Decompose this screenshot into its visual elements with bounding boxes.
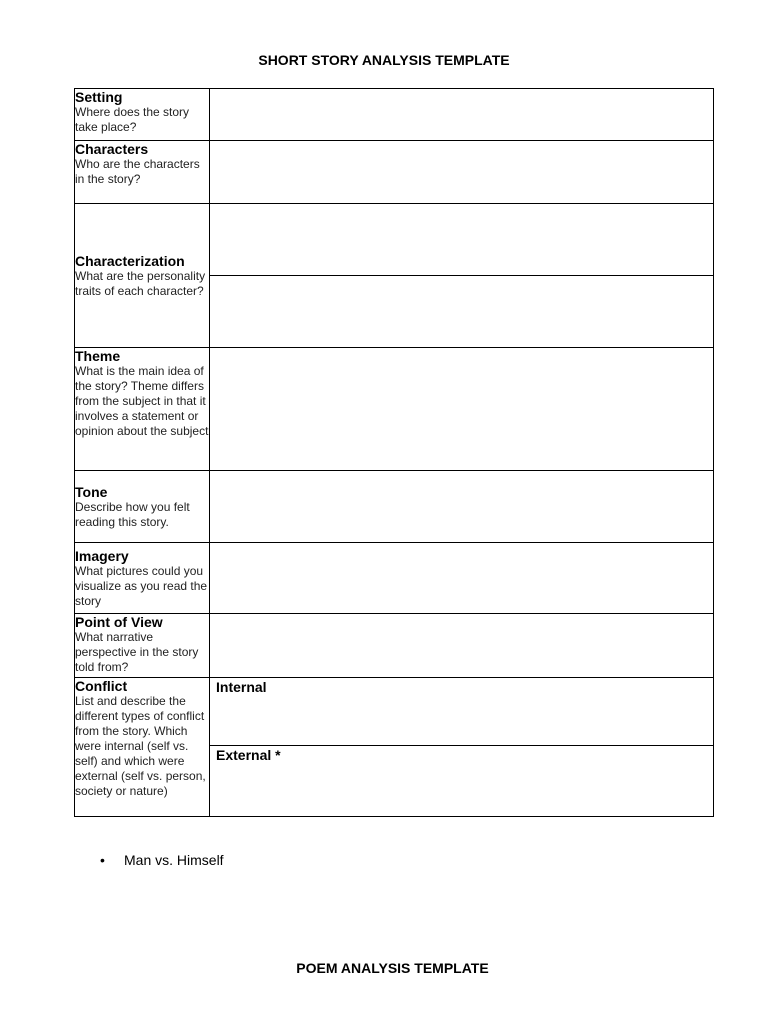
characterization-answer-cell-1[interactable] bbox=[210, 204, 714, 276]
row-label: Setting bbox=[75, 89, 123, 105]
next-section-title: POEM ANALYSIS TEMPLATE bbox=[296, 960, 489, 976]
table-row bbox=[75, 89, 714, 141]
row-label: Point of View bbox=[75, 614, 163, 630]
theme-answer-cell[interactable] bbox=[210, 348, 714, 471]
row-description: What pictures could you visualize as you read the story bbox=[75, 563, 208, 608]
tone-label-cell bbox=[75, 471, 210, 543]
row-description: Where does the story take place? bbox=[75, 105, 190, 134]
imagery-label-cell bbox=[75, 543, 210, 614]
characters-answer-cell[interactable] bbox=[210, 141, 714, 204]
row-label: Conflict bbox=[75, 678, 128, 694]
analysis-table bbox=[74, 88, 714, 817]
point-of-view-label-cell bbox=[75, 614, 210, 678]
external-label: External * bbox=[216, 747, 281, 763]
table-row bbox=[75, 614, 714, 678]
point-of-view-answer-cell[interactable] bbox=[210, 614, 714, 678]
characters-label-cell bbox=[75, 141, 210, 204]
row-description: Describe how you felt reading this story. bbox=[75, 499, 190, 529]
characterization-answer-cell-2[interactable] bbox=[210, 276, 714, 348]
characterization-label-cell bbox=[75, 204, 210, 348]
table-row bbox=[75, 204, 714, 276]
row-label: Theme bbox=[75, 348, 121, 364]
row-description: List and describe the different types of conflict from the story. Which were internal (self vs. self) and which were external (self vs. person, society or nature) bbox=[75, 694, 206, 798]
table-row bbox=[75, 543, 714, 614]
row-label: Imagery bbox=[75, 547, 129, 564]
row-description: What are the personality traits of each character? bbox=[75, 268, 206, 298]
page-title: SHORT STORY ANALYSIS TEMPLATE bbox=[258, 52, 510, 68]
bullet-text: Man vs. Himself bbox=[124, 852, 224, 868]
row-label: Characterization bbox=[75, 252, 185, 269]
row-description: Who are the characters in the story? bbox=[75, 157, 200, 186]
bullet-list-item bbox=[100, 852, 224, 868]
conflict-label-cell bbox=[75, 678, 210, 817]
conflict-external-cell[interactable] bbox=[210, 746, 714, 817]
conflict-internal-cell[interactable] bbox=[210, 678, 714, 746]
internal-label: Internal bbox=[216, 679, 267, 695]
table-row bbox=[75, 678, 714, 746]
bullet-icon: • bbox=[100, 852, 105, 868]
row-label: Characters bbox=[75, 141, 149, 157]
setting-label-cell bbox=[75, 89, 210, 141]
theme-label-cell bbox=[75, 348, 210, 471]
imagery-answer-cell[interactable] bbox=[210, 543, 714, 614]
tone-answer-cell[interactable] bbox=[210, 471, 714, 543]
table-row bbox=[75, 348, 714, 471]
setting-answer-cell[interactable] bbox=[210, 89, 714, 141]
table-row bbox=[75, 141, 714, 204]
table-row bbox=[75, 471, 714, 543]
row-label: Tone bbox=[75, 483, 108, 500]
row-description: What narrative perspective in the story told from? bbox=[75, 630, 199, 674]
row-description: What is the main idea of the story? Theme differs from the subject in that it involves a statement or opinion about the subject bbox=[75, 364, 209, 438]
